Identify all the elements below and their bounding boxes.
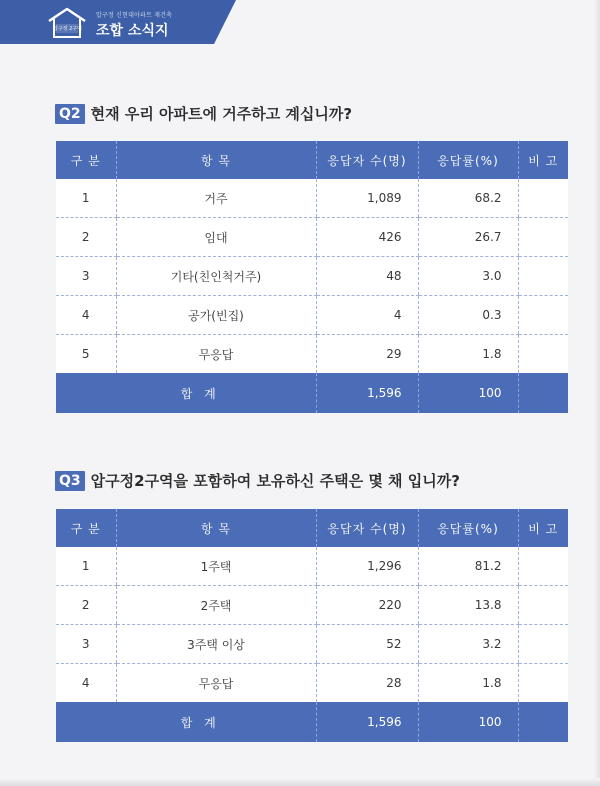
cell-count: 426 xyxy=(316,218,418,257)
cell-no: 3 xyxy=(56,257,116,296)
table-row xyxy=(56,218,568,257)
cell-no: 4 xyxy=(56,664,116,703)
cell-note xyxy=(518,547,568,586)
q3-question: 압구정2구역을 포함하여 보유하신 주택은 몇 채 입니까? xyxy=(90,472,460,490)
cell-count: 220 xyxy=(316,586,418,625)
table-total-row xyxy=(56,702,568,742)
col-header-note: 비 고 xyxy=(518,509,568,547)
cell-rate: 3.0 xyxy=(418,257,518,296)
header-banner xyxy=(0,0,236,44)
cell-item: 임대 xyxy=(116,218,316,257)
total-count: 1,596 xyxy=(316,373,418,413)
banner-title: 조합 소식지 xyxy=(96,23,169,39)
cell-count: 28 xyxy=(316,664,418,703)
table-row xyxy=(56,257,568,296)
cell-rate: 3.2 xyxy=(418,625,518,664)
table-total-row xyxy=(56,373,568,413)
cell-no: 3 xyxy=(56,625,116,664)
table-row xyxy=(56,179,568,218)
cell-item: 기타(친인척거주) xyxy=(116,257,316,296)
page-edge-bottom xyxy=(0,778,600,786)
q3-badge: Q3 xyxy=(55,471,85,491)
cell-rate: 0.3 xyxy=(418,296,518,335)
cell-rate: 81.2 xyxy=(418,547,518,586)
cell-item: 무응답 xyxy=(116,335,316,374)
cell-rate: 1.8 xyxy=(418,335,518,374)
q3-heading xyxy=(55,470,460,491)
cell-note xyxy=(518,257,568,296)
cell-item: 1주택 xyxy=(116,547,316,586)
cell-no: 2 xyxy=(56,218,116,257)
q2-heading xyxy=(55,103,352,124)
table-header-row xyxy=(56,141,568,179)
q2-question: 현재 우리 아파트에 거주하고 계십니까? xyxy=(90,105,353,123)
total-note xyxy=(518,373,568,413)
total-label: 합 계 xyxy=(56,373,316,413)
q2-table xyxy=(56,141,568,413)
cell-item: 공가(빈집) xyxy=(116,296,316,335)
col-header-count: 응답자 수(명) xyxy=(316,509,418,547)
total-label: 합 계 xyxy=(56,702,316,742)
cell-count: 4 xyxy=(316,296,418,335)
total-note xyxy=(518,702,568,742)
table-row xyxy=(56,664,568,703)
cell-rate: 1.8 xyxy=(418,664,518,703)
cell-item: 3주택 이상 xyxy=(116,625,316,664)
total-count: 1,596 xyxy=(316,702,418,742)
cell-count: 52 xyxy=(316,625,418,664)
cell-count: 1,089 xyxy=(316,179,418,218)
cell-note xyxy=(518,218,568,257)
cell-count: 48 xyxy=(316,257,418,296)
cell-rate: 13.8 xyxy=(418,586,518,625)
table-row xyxy=(56,296,568,335)
cell-count: 1,296 xyxy=(316,547,418,586)
cell-rate: 26.7 xyxy=(418,218,518,257)
cell-item: 무응답 xyxy=(116,664,316,703)
cell-note xyxy=(518,296,568,335)
cell-no: 1 xyxy=(56,179,116,218)
cell-note xyxy=(518,625,568,664)
col-header-no: 구 분 xyxy=(56,509,116,547)
table-row xyxy=(56,625,568,664)
page-edge xyxy=(594,0,600,786)
col-header-rate: 응답률(%) xyxy=(418,509,518,547)
total-rate: 100 xyxy=(418,702,518,742)
cell-no: 1 xyxy=(56,547,116,586)
cell-note xyxy=(518,664,568,703)
cell-note xyxy=(518,335,568,374)
logo-text: 압구정 2구역 xyxy=(53,26,82,32)
cell-no: 4 xyxy=(56,296,116,335)
q3-table xyxy=(56,509,568,742)
col-header-item: 항 목 xyxy=(116,141,316,179)
q2-badge: Q2 xyxy=(55,104,85,124)
col-header-count: 응답자 수(명) xyxy=(316,141,418,179)
col-header-item: 항 목 xyxy=(116,509,316,547)
cell-rate: 68.2 xyxy=(418,179,518,218)
col-header-no: 구 분 xyxy=(56,141,116,179)
cell-no: 5 xyxy=(56,335,116,374)
cell-item: 거주 xyxy=(116,179,316,218)
total-rate: 100 xyxy=(418,373,518,413)
cell-note xyxy=(518,179,568,218)
house-logo-icon xyxy=(46,6,88,40)
table-header-row xyxy=(56,509,568,547)
cell-note xyxy=(518,586,568,625)
table-row xyxy=(56,586,568,625)
cell-count: 29 xyxy=(316,335,418,374)
cell-item: 2주택 xyxy=(116,586,316,625)
table-row xyxy=(56,547,568,586)
col-header-note: 비 고 xyxy=(518,141,568,179)
banner-subtitle: 압구정 신현대아파트 재건축 xyxy=(96,12,173,19)
col-header-rate: 응답률(%) xyxy=(418,141,518,179)
cell-no: 2 xyxy=(56,586,116,625)
table-row xyxy=(56,335,568,374)
